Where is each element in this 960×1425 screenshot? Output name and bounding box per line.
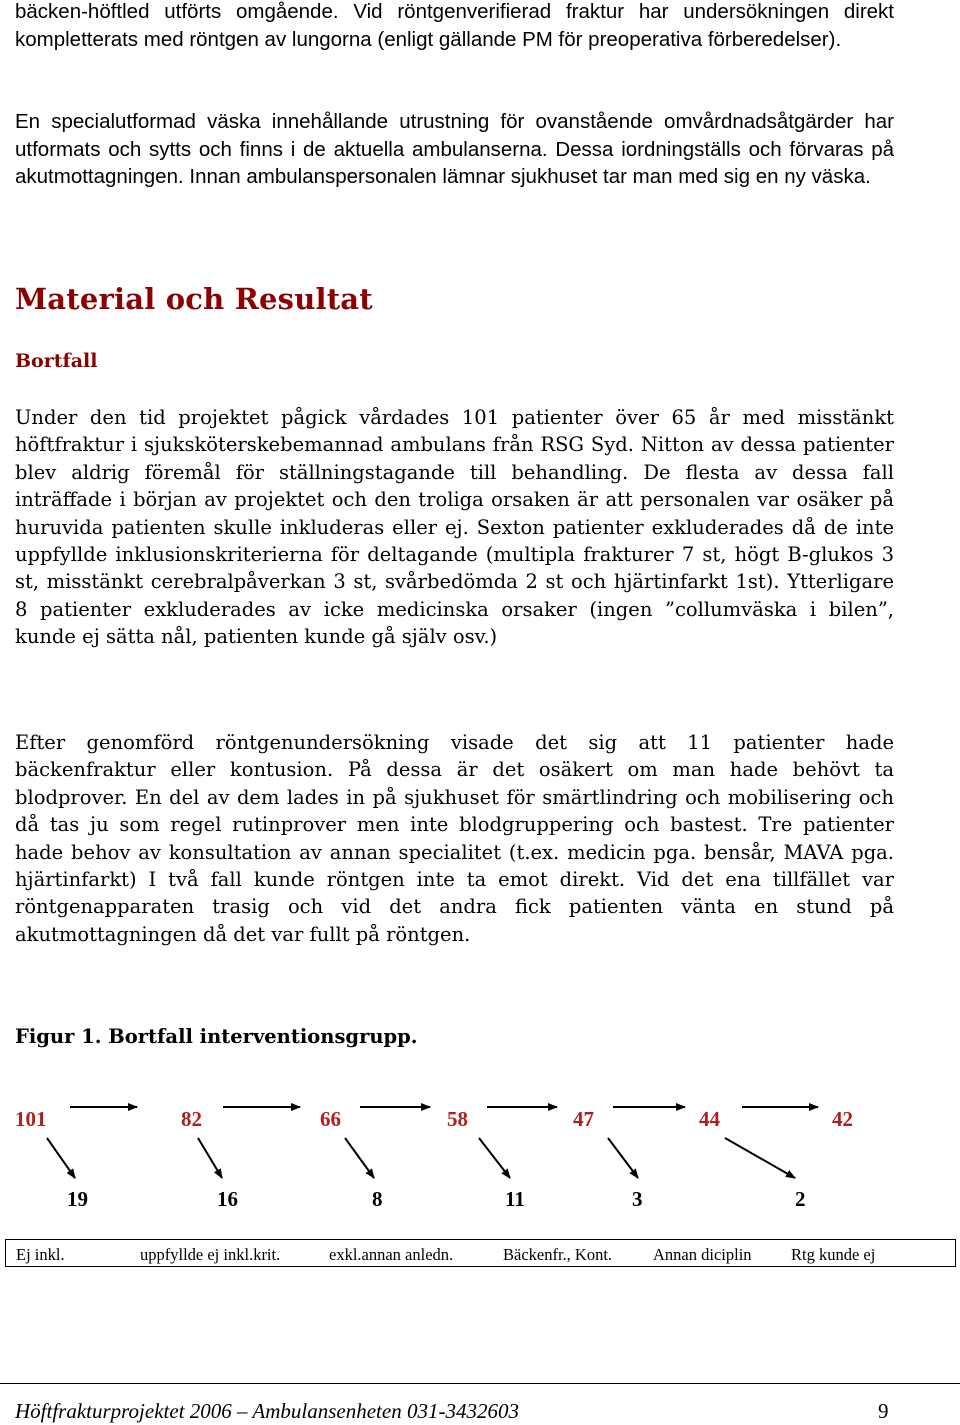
flow-arrows: [0, 1090, 960, 1230]
footer-divider: [0, 1383, 960, 1384]
dropout-count-3: 8: [372, 1187, 383, 1211]
paragraph-ambulance-bag: En specialutformad väska innehållande utrustning för ovanstående omvårdnadsåtgärder har utformats och sytts och finns i de aktuella ambulanserna. Dessa iordningställs och förvaras på akutmottagningen. Innan ambulanspersonalen lämnar sjukhuset tar man med sig en ny väska.: [15, 110, 894, 188]
figure-caption: Figur 1. Bortfall interventionsgrupp.: [15, 1025, 418, 1048]
remaining-count-3: 66: [320, 1107, 341, 1131]
footer-text: Höftfrakturprojektet 2006 – Ambulansenheten 031-3432603: [15, 1399, 519, 1423]
flow-arrow-down-1: [47, 1138, 75, 1178]
legend-label-3: exkl.annan anledn.: [329, 1245, 454, 1264]
flow-arrow-down-2: [198, 1138, 222, 1178]
remaining-count-2: 82: [181, 1107, 202, 1131]
remaining-count-1: 101: [15, 1107, 47, 1131]
dropout-count-2: 16: [217, 1187, 238, 1211]
subsection-heading: Bortfall: [15, 350, 98, 372]
paragraph-intro-continuation: bäcken-höftled utförts omgående. Vid röntgenverifierad fraktur har undersökningen direkt kompletterats med röntgen av lungorna (enligt gällande PM för preoperativa förberedelser).: [15, 0, 894, 51]
dropout-count-6: 2: [795, 1187, 806, 1211]
remaining-count-6: 44: [699, 1107, 720, 1131]
page-number: 9: [878, 1399, 889, 1423]
dropout-count-4: 11: [505, 1187, 525, 1211]
flow-arrow-down-4: [479, 1138, 510, 1178]
paragraph-bortfall: Under den tid projektet pågick vårdades 101 patienter över 65 år med misstänkt höftfraktur i sjuksköterskebemannad ambulans från RSG Syd. Nitton av dessa patienter blev aldrig föremål för ställningstagande till behandling. De flesta av dessa fall inträffade i början av projektet och den troliga orsaken är att personalen var osäker på huruvida patienten skulle inkluderas eller ej. Sexton patienter exkluderades då de inte uppfyllde inklusionskriterierna för deltagande (multipla frakturer 7 st, högt B-glukos 3 st, misstänkt cerebralpåverkan 3 st, svårbedömda 2 st och hjärtinfarkt 1st). Ytterligare 8 patienter exkluderades av icke medicinska orsaker (ingen ”collumväska i bilen”, kunde ej sätta nål, patienten kunde gå själv osv.): [15, 406, 894, 649]
remaining-count-5: 47: [573, 1107, 594, 1131]
legend-label-4: Bäckenfr., Kont.: [503, 1245, 613, 1264]
flow-arrow-down-6: [725, 1138, 795, 1178]
flow-arrow-down-3: [345, 1138, 374, 1178]
legend-label-5: Annan diciplin: [653, 1245, 752, 1264]
legend-label-6: Rtg kunde ej: [791, 1245, 876, 1264]
legend-label-2: uppfyllde ej inkl.krit.: [140, 1245, 281, 1264]
dropout-count-5: 3: [632, 1187, 643, 1211]
section-heading: Material och Resultat: [15, 282, 373, 316]
flow-legend-box: [5, 1239, 956, 1267]
dropout-count-1: 19: [67, 1187, 88, 1211]
remaining-count-7: 42: [832, 1107, 853, 1131]
legend-label-1: Ej inkl.: [16, 1245, 65, 1264]
remaining-count-4: 58: [447, 1107, 468, 1131]
flow-arrow-down-5: [608, 1138, 638, 1178]
paragraph-after-xray: Efter genomförd röntgenundersökning visade det sig att 11 patienter hade bäckenfraktur eller kontusion. På dessa är det osäkert om man hade behövt ta blodprover. En del av dem lades in på sjukhuset för smärtlindring och mobilisering och då tas ju som regel rutinprover men inte blodgruppering och bastest. Tre patienter hade behov av konsultation av annan specialitet (t.ex. medicin pga. bensår, MAVA pga. hjärtinfarkt) I två fall kunde röntgen inte ta emot direkt. Vid det ena tillfället var röntgenapparaten trasig och vid det andra fick patienten vänta en stund på akutmottagningen då det var fullt på röntgen.: [15, 731, 894, 946]
